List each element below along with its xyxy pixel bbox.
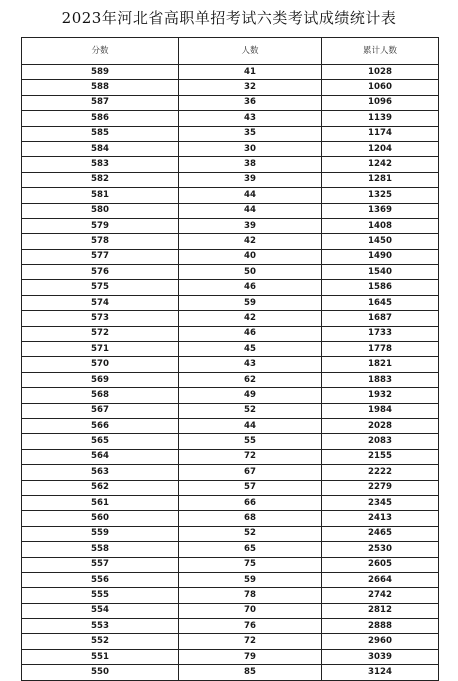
- table-row: [22, 495, 439, 510]
- cell-score: 551: [22, 649, 179, 664]
- table-row: [22, 126, 439, 141]
- cell-count: 45: [179, 342, 322, 357]
- cell-count: 78: [179, 588, 322, 603]
- table-row: [22, 388, 439, 403]
- cell-cumulative: 1733: [322, 326, 439, 341]
- cell-count: 38: [179, 157, 322, 172]
- cell-cumulative: 2155: [322, 449, 439, 464]
- cell-cumulative: 2413: [322, 511, 439, 526]
- table-row: [22, 542, 439, 557]
- cell-cumulative: 1408: [322, 218, 439, 233]
- table-row: [22, 95, 439, 110]
- cell-cumulative: 1450: [322, 234, 439, 249]
- cell-cumulative: 2465: [322, 526, 439, 541]
- table-row: [22, 326, 439, 341]
- table-row: [22, 203, 439, 218]
- table-row: [22, 111, 439, 126]
- table-body: [22, 65, 439, 681]
- cell-count: 39: [179, 172, 322, 187]
- table-row: [22, 188, 439, 203]
- cell-cumulative: 2530: [322, 542, 439, 557]
- cell-count: 52: [179, 526, 322, 541]
- cell-cumulative: 2279: [322, 480, 439, 495]
- table-row: [22, 665, 439, 680]
- table-row: [22, 141, 439, 156]
- cell-score: 556: [22, 572, 179, 587]
- table-row: [22, 218, 439, 233]
- cell-cumulative: 1883: [322, 372, 439, 387]
- cell-count: 42: [179, 311, 322, 326]
- cell-count: 32: [179, 80, 322, 95]
- cell-cumulative: 1096: [322, 95, 439, 110]
- cell-count: 42: [179, 234, 322, 249]
- cell-cumulative: 1490: [322, 249, 439, 264]
- cell-count: 50: [179, 265, 322, 280]
- cell-cumulative: 3124: [322, 665, 439, 680]
- cell-score: 559: [22, 526, 179, 541]
- cell-count: 70: [179, 603, 322, 618]
- table-row: [22, 265, 439, 280]
- cell-count: 40: [179, 249, 322, 264]
- column-header-cumulative: 累计人数: [322, 38, 439, 65]
- cell-score: 566: [22, 418, 179, 433]
- cell-cumulative: 1687: [322, 311, 439, 326]
- column-header-count: 人数: [179, 38, 322, 65]
- cell-count: 59: [179, 295, 322, 310]
- cell-cumulative: 1325: [322, 188, 439, 203]
- cell-count: 43: [179, 357, 322, 372]
- table-row: [22, 649, 439, 664]
- table-row: [22, 157, 439, 172]
- cell-score: 587: [22, 95, 179, 110]
- cell-count: 35: [179, 126, 322, 141]
- cell-count: 44: [179, 188, 322, 203]
- cell-cumulative: 3039: [322, 649, 439, 664]
- table-row: [22, 557, 439, 572]
- cell-score: 569: [22, 372, 179, 387]
- cell-count: 46: [179, 280, 322, 295]
- cell-score: 552: [22, 634, 179, 649]
- cell-cumulative: 2742: [322, 588, 439, 603]
- cell-cumulative: 1139: [322, 111, 439, 126]
- cell-cumulative: 1586: [322, 280, 439, 295]
- cell-score: 572: [22, 326, 179, 341]
- cell-count: 68: [179, 511, 322, 526]
- table-row: [22, 526, 439, 541]
- cell-score: 550: [22, 665, 179, 680]
- cell-cumulative: 1369: [322, 203, 439, 218]
- cell-cumulative: 2664: [322, 572, 439, 587]
- cell-count: 52: [179, 403, 322, 418]
- cell-score: 573: [22, 311, 179, 326]
- cell-cumulative: 1932: [322, 388, 439, 403]
- cell-count: 43: [179, 111, 322, 126]
- cell-score: 576: [22, 265, 179, 280]
- table-row: [22, 372, 439, 387]
- cell-count: 46: [179, 326, 322, 341]
- cell-cumulative: 1174: [322, 126, 439, 141]
- cell-score: 571: [22, 342, 179, 357]
- cell-count: 76: [179, 619, 322, 634]
- table-row: [22, 172, 439, 187]
- cell-score: 570: [22, 357, 179, 372]
- cell-cumulative: 1645: [322, 295, 439, 310]
- cell-score: 553: [22, 619, 179, 634]
- table-row: [22, 357, 439, 372]
- cell-cumulative: 2083: [322, 434, 439, 449]
- cell-score: 564: [22, 449, 179, 464]
- table-row: [22, 311, 439, 326]
- table-row: [22, 572, 439, 587]
- cell-count: 85: [179, 665, 322, 680]
- cell-score: 568: [22, 388, 179, 403]
- table-row: [22, 295, 439, 310]
- table-row: [22, 434, 439, 449]
- table-row: [22, 480, 439, 495]
- cell-count: 44: [179, 418, 322, 433]
- document-title: 2023年河北省高职单招考试六类考试成绩统计表: [61, 9, 397, 27]
- cell-cumulative: 2888: [322, 619, 439, 634]
- cell-count: 41: [179, 65, 322, 80]
- table-row: [22, 249, 439, 264]
- cell-count: 66: [179, 495, 322, 510]
- cell-count: 36: [179, 95, 322, 110]
- cell-cumulative: 1540: [322, 265, 439, 280]
- cell-score: 585: [22, 126, 179, 141]
- cell-cumulative: 1060: [322, 80, 439, 95]
- cell-score: 577: [22, 249, 179, 264]
- cell-score: 575: [22, 280, 179, 295]
- cell-cumulative: 1821: [322, 357, 439, 372]
- cell-cumulative: 2028: [322, 418, 439, 433]
- cell-cumulative: 2222: [322, 465, 439, 480]
- cell-count: 49: [179, 388, 322, 403]
- table-row: [22, 603, 439, 618]
- cell-count: 30: [179, 141, 322, 156]
- cell-score: 580: [22, 203, 179, 218]
- cell-score: 589: [22, 65, 179, 80]
- cell-score: 563: [22, 465, 179, 480]
- table-row: [22, 588, 439, 603]
- cell-count: 65: [179, 542, 322, 557]
- table-row: [22, 234, 439, 249]
- table-row: [22, 65, 439, 80]
- cell-score: 588: [22, 80, 179, 95]
- cell-count: 72: [179, 634, 322, 649]
- cell-score: 584: [22, 141, 179, 156]
- cell-cumulative: 2605: [322, 557, 439, 572]
- cell-score: 557: [22, 557, 179, 572]
- cell-count: 72: [179, 449, 322, 464]
- table-row: [22, 619, 439, 634]
- cell-cumulative: 2960: [322, 634, 439, 649]
- column-header-score: 分数: [22, 38, 179, 65]
- cell-score: 560: [22, 511, 179, 526]
- cell-score: 555: [22, 588, 179, 603]
- cell-count: 75: [179, 557, 322, 572]
- cell-score: 565: [22, 434, 179, 449]
- cell-cumulative: 1984: [322, 403, 439, 418]
- cell-count: 55: [179, 434, 322, 449]
- cell-cumulative: 2345: [322, 495, 439, 510]
- cell-count: 44: [179, 203, 322, 218]
- table-row: [22, 80, 439, 95]
- cell-score: 562: [22, 480, 179, 495]
- cell-count: 67: [179, 465, 322, 480]
- cell-count: 59: [179, 572, 322, 587]
- table-header-row: [22, 38, 439, 65]
- cell-score: 581: [22, 188, 179, 203]
- cell-cumulative: 1204: [322, 141, 439, 156]
- cell-count: 79: [179, 649, 322, 664]
- table-row: [22, 403, 439, 418]
- cell-score: 558: [22, 542, 179, 557]
- cell-cumulative: 1281: [322, 172, 439, 187]
- table-row: [22, 418, 439, 433]
- cell-score: 586: [22, 111, 179, 126]
- table-row: [22, 449, 439, 464]
- table-row: [22, 342, 439, 357]
- cell-score: 567: [22, 403, 179, 418]
- cell-count: 39: [179, 218, 322, 233]
- cell-cumulative: 1778: [322, 342, 439, 357]
- table-row: [22, 511, 439, 526]
- cell-cumulative: 2812: [322, 603, 439, 618]
- cell-score: 583: [22, 157, 179, 172]
- cell-cumulative: 1242: [322, 157, 439, 172]
- cell-score: 574: [22, 295, 179, 310]
- cell-score: 561: [22, 495, 179, 510]
- cell-count: 57: [179, 480, 322, 495]
- score-statistics-table: [21, 37, 439, 681]
- cell-cumulative: 1028: [322, 65, 439, 80]
- cell-score: 554: [22, 603, 179, 618]
- cell-score: 579: [22, 218, 179, 233]
- cell-score: 578: [22, 234, 179, 249]
- table-row: [22, 465, 439, 480]
- cell-score: 582: [22, 172, 179, 187]
- table-row: [22, 280, 439, 295]
- cell-count: 62: [179, 372, 322, 387]
- table-row: [22, 634, 439, 649]
